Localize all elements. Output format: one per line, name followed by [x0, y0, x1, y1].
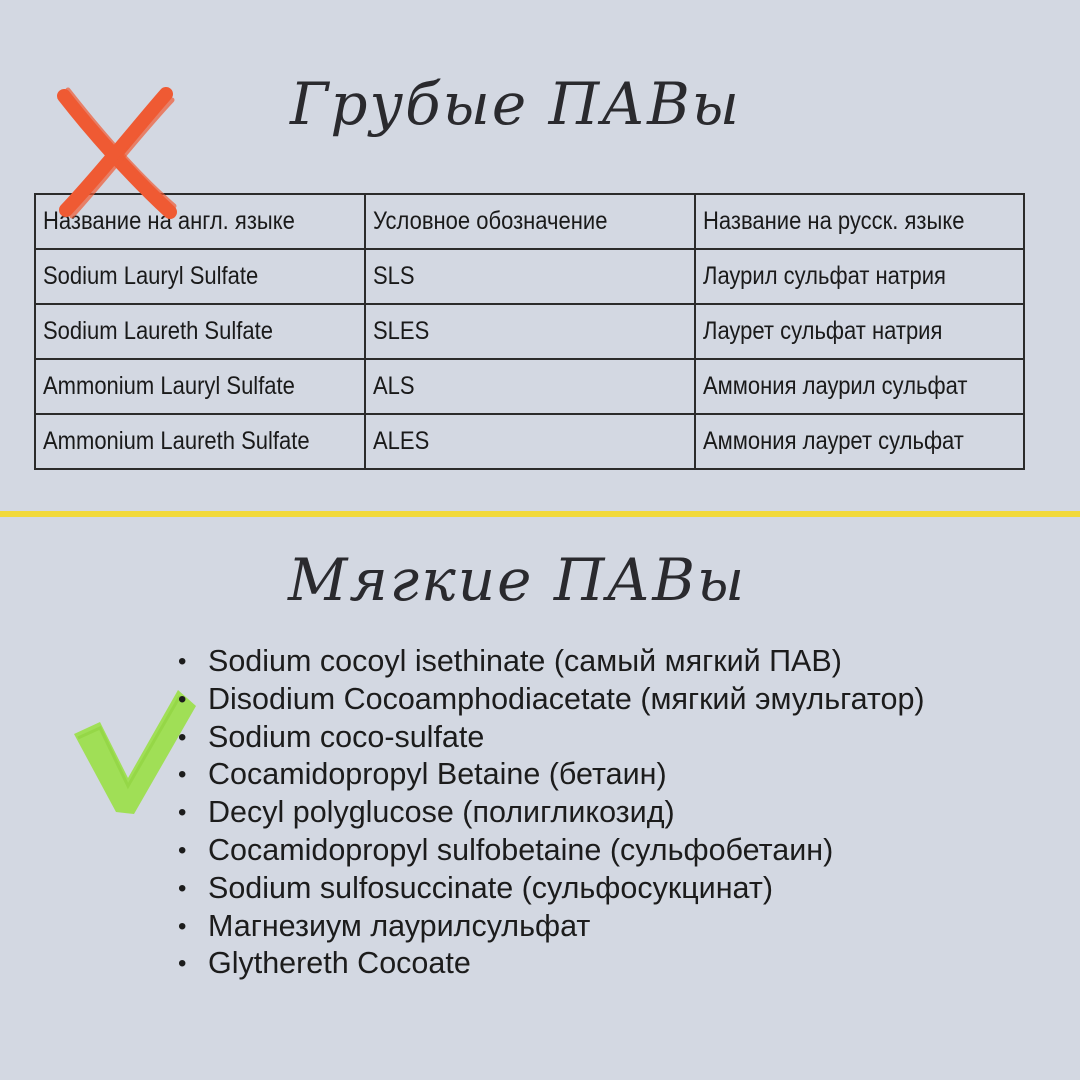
cell-english-name: Sodium Lauryl Sulfate: [35, 249, 365, 304]
list-item-text: Магнезиум лаурилсульфат: [208, 908, 591, 943]
header-cell-abbreviation: Условное обозначение: [365, 194, 695, 249]
mild-surfactants-list: [176, 643, 925, 983]
list-item: [176, 794, 925, 832]
list-item: [176, 870, 925, 908]
list-item-text: Sodium cocoyl isethinate (самый мягкий ПАВ): [208, 644, 842, 678]
table-row: [35, 249, 1024, 304]
section-divider: [0, 511, 1080, 517]
header-cell-english-name: Название на англ. языке: [35, 194, 365, 249]
list-item-text: Cocamidopropyl Betaine (бетаин): [208, 757, 667, 792]
cell-abbreviation: ALS: [365, 359, 695, 414]
bullet-icon: •: [178, 912, 187, 940]
header-cell-russian-name: Название на русск. языке: [695, 194, 1024, 249]
bullet-icon: •: [178, 799, 187, 827]
table-row: [35, 304, 1024, 359]
cell-english-name: Ammonium Laureth Sulfate: [35, 414, 365, 469]
cell-russian-name: Аммония лаурил сульфат: [695, 359, 1024, 414]
list-item: [176, 908, 925, 946]
list-item: [176, 643, 925, 681]
cell-english-name: Ammonium Lauryl Sulfate: [35, 359, 365, 414]
cell-russian-name: Лаурил сульфат натрия: [695, 249, 1024, 304]
bullet-icon: •: [178, 874, 187, 902]
bullet-icon: •: [178, 761, 187, 789]
list-item: [176, 832, 925, 870]
list-item-text: Disodium Cocoamphodiacetate (мягкий эмульгатор): [208, 681, 925, 716]
bullet-icon: •: [178, 685, 187, 713]
list-item-text: Sodium coco-sulfate: [208, 719, 485, 754]
bullet-icon: •: [178, 648, 187, 675]
table-row: [35, 414, 1024, 469]
list-item: [176, 719, 925, 757]
list-item: [176, 756, 925, 794]
harsh-surfactants-title: Грубые ПАВы: [290, 70, 741, 138]
cell-abbreviation: SLES: [365, 304, 695, 359]
list-item-text: Decyl polyglucose (полигликозид): [208, 795, 675, 830]
table-row: [35, 359, 1024, 414]
cell-abbreviation: SLS: [365, 249, 695, 304]
bullet-icon: •: [178, 950, 187, 978]
cross-icon: [52, 82, 182, 222]
harsh-surfactants-table: [34, 193, 1025, 470]
list-item-text: Sodium sulfosuccinate (сульфосукцинат): [208, 870, 773, 905]
table-header-row: [35, 194, 1024, 249]
cell-english-name: Sodium Laureth Sulfate: [35, 304, 365, 359]
bullet-icon: •: [178, 723, 187, 751]
list-item-text: Cocamidopropyl sulfobetaine (сульфобетаин): [208, 832, 834, 867]
list-item: [176, 945, 925, 983]
list-item-text: Glythereth Cocoate: [208, 946, 471, 981]
cell-russian-name: Аммония лаурет сульфат: [695, 414, 1024, 469]
cell-russian-name: Лаурет сульфат натрия: [695, 304, 1024, 359]
list-item: [176, 681, 925, 719]
bullet-icon: •: [178, 836, 187, 864]
mild-surfactants-title: Мягкие ПАВы: [288, 546, 747, 614]
cell-abbreviation: ALES: [365, 414, 695, 469]
